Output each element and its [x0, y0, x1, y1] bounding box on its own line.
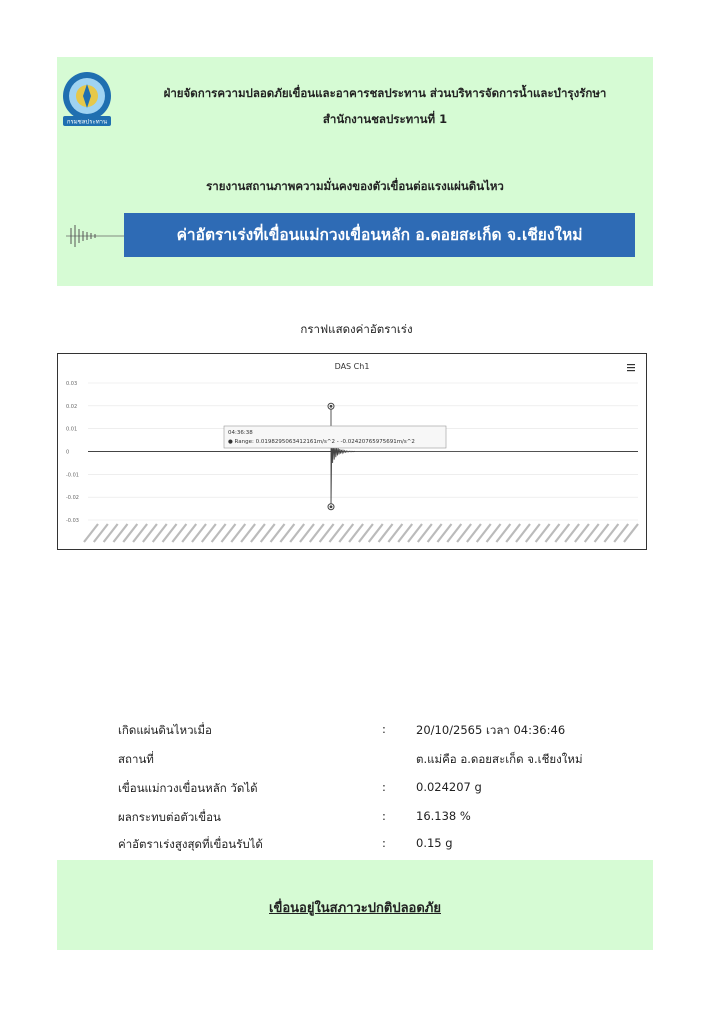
chart-title: DAS Ch1 [334, 362, 370, 371]
royal-irrigation-logo [61, 70, 113, 128]
peak-min-dot [330, 505, 333, 508]
info-label: เขื่อนแม่กวงเขื่อนหลัก วัดได้ [118, 781, 258, 795]
hamburger-icon[interactable] [627, 364, 635, 371]
info-row [118, 809, 638, 829]
info-colon: : [382, 780, 386, 794]
title-banner: ค่าอัตราเร่งที่เขื่อนแม่กวงเขื่อนหลัก อ.ดอยสะเก็ด จ.เชียงใหม่ [124, 213, 635, 257]
y-tick-label: 0 [66, 449, 70, 456]
peak-max-dot [330, 405, 333, 408]
info-colon: : [382, 722, 386, 736]
report-title: รายงานสถานภาพความมั่นคงของตัวเขื่อนต่อแรงแผ่นดินไหว [206, 179, 504, 193]
info-row [118, 836, 638, 856]
chart-canvas [58, 354, 646, 549]
y-tick-label: 0.03 [66, 381, 78, 387]
y-tick-label: -0.01 [66, 472, 79, 479]
info-label: ผลกระทบต่อตัวเขื่อน [118, 810, 221, 824]
info-value: 16.138 % [416, 809, 471, 823]
department-line-1: ฝ่ายจัดการความปลอดภัยเขื่อนและอาคารชลประทาน ส่วนบริหารจัดการน้ำและบำรุงรักษา [163, 86, 607, 100]
info-label: สถานที่ [118, 752, 154, 766]
tooltip-time: 04:36:38 [228, 430, 253, 436]
info-row [118, 751, 638, 771]
department-heading [125, 80, 645, 132]
y-tick-label: -0.02 [66, 495, 79, 502]
tooltip-text: ● Range: 0.0198295063412161m/s^2 - -0.0242076597569​1m/s^2 [228, 439, 415, 445]
info-value: ต.แม่คือ อ.ดอยสะเก็ด จ.เชียงใหม่ [416, 752, 583, 766]
info-label: ค่าอัตราเร่งสูงสุดที่เขื่อนรับได้ [118, 837, 263, 851]
chart-tooltip [224, 426, 446, 448]
info-label: เกิดแผ่นดินไหวเมื่อ [118, 723, 212, 737]
info-row [118, 780, 638, 800]
info-value: 20/10/2565 เวลา 04:36:46 [416, 723, 566, 737]
logo-text: กรมชลประทาน [66, 118, 108, 126]
status-panel [57, 860, 653, 950]
department-line-2: สำนักงานชลประทานที่ 1 [322, 112, 448, 126]
y-tick-label: 0.02 [66, 403, 78, 410]
seismic-wave-icon [66, 224, 124, 248]
y-tick-label: -0.03 [66, 518, 79, 524]
status-text: เขื่อนอยู่ในสภาวะปกติปลอดภัย [269, 901, 441, 916]
info-value: 0.15 g [416, 836, 453, 850]
acceleration-chart [57, 353, 647, 550]
graph-caption: กราฟแสดงค่าอัตราเร่ง [300, 322, 413, 336]
info-colon: : [382, 836, 386, 850]
series-line [88, 406, 638, 507]
y-tick-label: 0.01 [66, 426, 78, 433]
info-value: 0.024207 g [416, 780, 482, 794]
info-row [118, 722, 638, 742]
info-colon: : [382, 809, 386, 823]
